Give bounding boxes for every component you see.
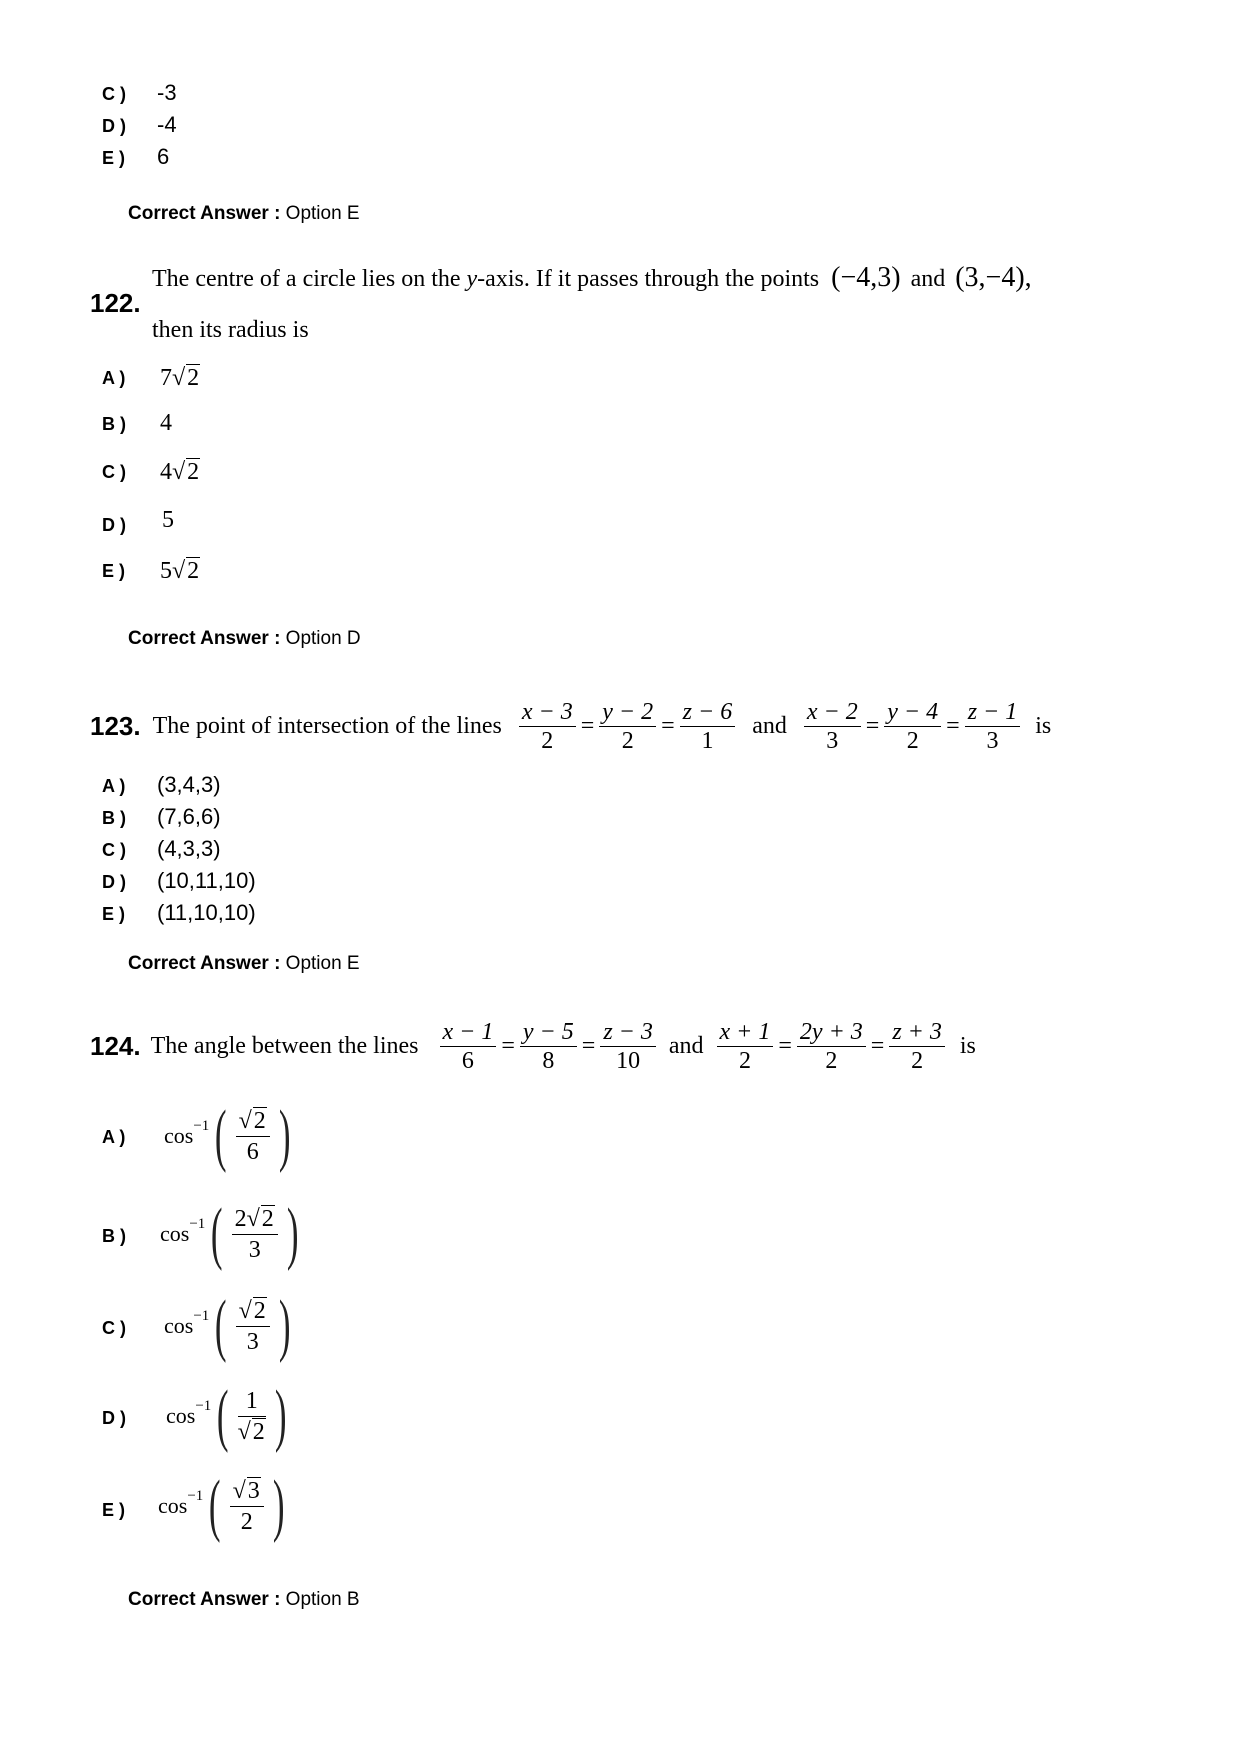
fraction: $\frac{√3}{2}$: [230, 1476, 264, 1537]
answer-label: Correct Answer :: [128, 628, 281, 649]
radicand: 2: [187, 365, 200, 391]
option-math: 4√2: [160, 459, 200, 485]
answer-value: Option E: [285, 953, 360, 974]
tail-text: is: [959, 1032, 976, 1059]
answer-value: Option E: [285, 203, 360, 224]
option-text: (4,3,3): [157, 836, 221, 861]
and-text: and: [752, 712, 787, 739]
question-stem-line1: [152, 262, 1032, 294]
fraction: $\frac{x + 1}{2}$: [717, 1018, 774, 1075]
option-text: (3,4,3): [157, 772, 221, 797]
option-label: E ): [102, 561, 126, 581]
fraction: $\frac{2√2}{3}$: [232, 1204, 278, 1265]
stem-text: The angle between the lines: [150, 1032, 419, 1059]
option-label: C ): [102, 462, 126, 482]
option-text: (11,10,10): [157, 900, 256, 925]
cos-text: cos: [166, 1403, 196, 1428]
superscript: −1: [193, 1117, 210, 1134]
point: (−4,3): [831, 262, 901, 293]
answer-value: Option B: [285, 1589, 360, 1610]
fraction: $\frac{2y + 3}{2}$: [797, 1018, 866, 1075]
option-text: -4: [157, 112, 177, 137]
fraction: $\frac{√2}{3}$: [236, 1296, 270, 1357]
option-label: D ): [102, 872, 126, 892]
cos-text: cos: [160, 1221, 190, 1246]
stem-text: -axis. If it passes through the points: [477, 266, 820, 292]
fraction: $\frac{z + 3}{2}$: [889, 1018, 945, 1075]
fraction: $\frac{y - 4}{2}$: [884, 698, 941, 755]
and-text: and: [910, 266, 946, 292]
answer-label: Correct Answer :: [128, 1589, 281, 1610]
option-text: (7,6,6): [157, 804, 221, 829]
fraction: $\frac{y - 5}{8}$: [520, 1018, 577, 1075]
option-label: E ): [102, 1500, 126, 1520]
option-label: D ): [102, 116, 126, 136]
fraction: $\frac{z - 3}{10}$: [600, 1018, 656, 1075]
coef: 7: [160, 365, 172, 391]
option-label: C ): [102, 1318, 126, 1338]
superscript: −1: [195, 1397, 212, 1414]
question-number: 124.: [90, 1030, 141, 1061]
fraction: $\frac{x - 3}{2}$: [519, 698, 576, 755]
stem-text: The point of intersection of the lines: [152, 712, 502, 739]
superscript: −1: [193, 1307, 210, 1324]
option-label: E ): [102, 148, 126, 168]
option-label: B ): [102, 808, 126, 828]
question-stem-line2: then its radius is: [152, 317, 309, 343]
radicand: 2: [187, 558, 200, 584]
fraction: $\frac{x - 1}{6}$: [440, 1018, 497, 1075]
fraction: $\frac{z - 1}{3}$: [965, 698, 1021, 755]
option-label: A ): [102, 1127, 126, 1147]
option-label: B ): [102, 414, 126, 434]
fraction: $\frac{1}{√2}$: [237, 1387, 265, 1445]
correct-answer: [128, 628, 361, 650]
point: (3,−4),: [955, 262, 1032, 293]
stem-var: y: [466, 266, 478, 292]
option-text: 6: [157, 144, 170, 169]
option-label: B ): [102, 1226, 126, 1246]
option-math: cos −1 ( $\frac{√3}{2}$ ): [158, 1467, 285, 1544]
cos-text: cos: [164, 1123, 194, 1148]
tail-text: is: [1035, 712, 1052, 739]
answer-label: Correct Answer :: [128, 953, 281, 974]
option-math: cos −1 ( $\frac{√2}{6}$ ): [164, 1097, 291, 1174]
option-math: cos −1 ( $\frac{2√2}{3}$ ): [160, 1195, 299, 1272]
fraction: $\frac{z - 6}{1}$: [680, 698, 736, 755]
option-math: 7√2: [160, 365, 200, 391]
and-text: and: [668, 1032, 704, 1059]
option-label: E ): [102, 904, 126, 924]
correct-answer: [128, 1589, 360, 1611]
question-number: 122.: [90, 288, 141, 318]
option-label: D ): [102, 515, 126, 535]
radicand: 2: [187, 459, 200, 485]
correct-answer: [128, 953, 360, 975]
option-label: A ): [102, 368, 126, 388]
question-number: 123.: [90, 710, 141, 741]
option-label: C ): [102, 84, 126, 104]
answer-value: Option D: [285, 628, 361, 649]
cos-text: cos: [164, 1313, 194, 1338]
option-math: 4: [160, 410, 172, 436]
option-math: 5√2: [160, 558, 200, 584]
question-124-stem: 124. The angle between the lines $\frac{x - 1}{6}$ = $\frac{y - 5}{8}$ = $\frac{z - 3}{10}$ and $\frac{x + 1}{2}$ = $\frac{2y + 3}{2}$ = $\frac{z + 3}{2}$ is: [90, 1018, 976, 1074]
option-label: A ): [102, 776, 126, 796]
coef: 4: [160, 459, 172, 485]
option-label: C ): [102, 840, 126, 860]
superscript: −1: [187, 1487, 204, 1504]
question-123-stem: 123. The point of intersection of the lines $\frac{x - 3}{2}$ = $\frac{y - 2}{2}$ = $\frac{z - 6}{1}$ and $\frac{x - 2}{3}$ = $\frac{y - 4}{2}$ = $\frac{z - 1}{3}$ is: [90, 698, 1052, 754]
fraction: $\frac{√2}{6}$: [236, 1106, 270, 1167]
superscript: −1: [189, 1215, 206, 1232]
fraction: $\frac{y - 2}{2}$: [599, 698, 656, 755]
correct-answer: [128, 203, 360, 225]
fraction: $\frac{x - 2}{3}$: [804, 698, 861, 755]
option-text: -3: [157, 80, 177, 105]
answer-label: Correct Answer :: [128, 203, 281, 224]
cos-text: cos: [158, 1493, 188, 1518]
stem-text: The centre of a circle lies on the: [152, 266, 467, 292]
coef: 5: [160, 558, 172, 584]
option-math: 5: [162, 507, 174, 533]
option-label: D ): [102, 1408, 126, 1428]
option-text: (10,11,10): [157, 868, 256, 893]
option-math: cos −1 ( $\frac{1}{√2}$ ): [166, 1377, 287, 1454]
option-math: cos −1 ( $\frac{√2}{3}$ ): [164, 1287, 291, 1364]
